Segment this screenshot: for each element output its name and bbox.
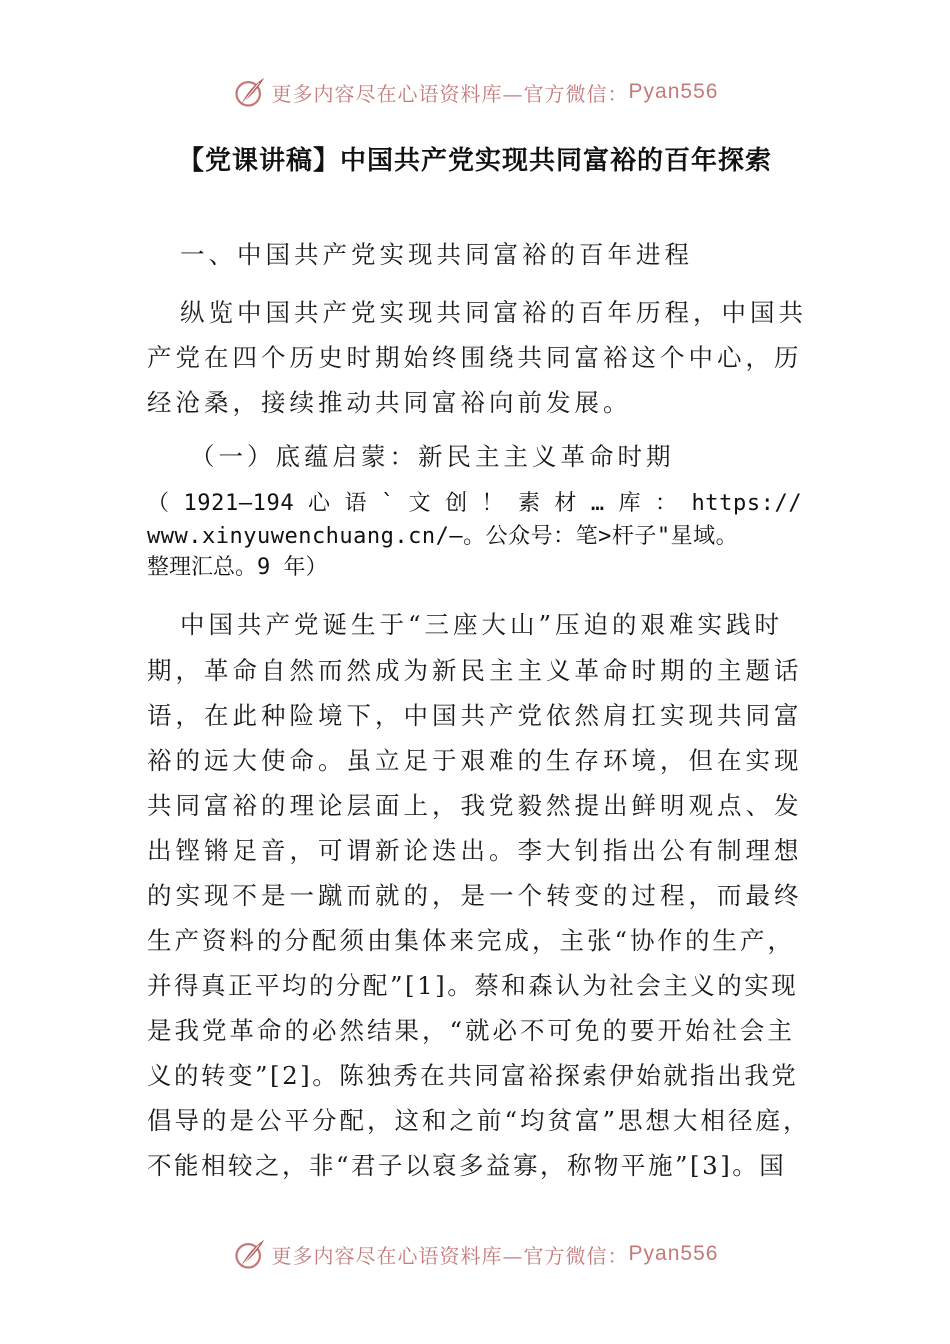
header-watermark xyxy=(0,72,950,112)
body-line: 生产资料的分配须由集体来完成，主张“协作的生产， xyxy=(147,926,796,955)
body-line: 出铿锵足音，可谓新论迭出。李大钊指出公有制理想 xyxy=(147,836,803,865)
watermark-wechat-id: Pyan556 xyxy=(628,80,719,103)
body-line: 期，革命自然而然成为新民主主义革命时期的主题话 xyxy=(147,656,803,685)
intro-line: 产党在四个历史时期始终围绕共同富裕这个中心，历 xyxy=(147,343,803,372)
inserted-note-line: www.xinyuwenchuang.cn/—。公众号：笔>杆子"星域。 xyxy=(147,524,739,549)
body-line: 倡导的是公平分配，这和之前“均贫富”思想大相径庭， xyxy=(147,1106,811,1135)
inserted-note-line: 整理汇总。9 年） xyxy=(147,555,328,580)
footer-watermark xyxy=(0,1234,950,1274)
intro-line: 经沧桑，接续推动共同富裕向前发展。 xyxy=(147,388,632,417)
body-line: 裕的远大使命。虽立足于艰难的生存环境，但在实现 xyxy=(147,746,803,775)
body-line: 中国共产党诞生于“三座大山”压迫的艰难实践时 xyxy=(180,610,784,639)
body-line: 是我党革命的必然结果，“就必不可免的要开始社会主 xyxy=(147,1016,796,1045)
document-title: 【党课讲稿】中国共产党实现共同富裕的百年探索 xyxy=(177,146,772,176)
intro-line: 纵览中国共产党实现共同富裕的百年历程，中国共 xyxy=(180,298,807,327)
feather-quill-logo-icon xyxy=(232,74,268,110)
body-line: 并得真正平均的分配”[1]。蔡和森认为社会主义的实现 xyxy=(147,971,799,1000)
watermark-text: 更多内容尽在心语资料库—官方微信： xyxy=(271,1243,629,1268)
watermark-text: 更多内容尽在心语资料库—官方微信： xyxy=(271,81,629,106)
subsection-heading: （一）底蕴启蒙：新民主主义革命时期 xyxy=(190,442,675,471)
body-line: 的实现不是一蹴而就的，是一个转变的过程，而最终 xyxy=(147,881,803,910)
inserted-note-line: （ 1921—194 心 语 ` 文 创 ！ 素 材 … 库 ： https:// xyxy=(147,491,803,516)
body-line: 不能相较之，非“君子以裒多益寡，称物平施”[3]。国 xyxy=(147,1151,787,1180)
body-line: 语，在此种险境下，中国共产党依然肩扛实现共同富 xyxy=(147,701,803,730)
watermark-wechat-id: Pyan556 xyxy=(628,1242,719,1265)
section-heading: 一、中国共产党实现共同富裕的百年进程 xyxy=(180,240,693,269)
feather-quill-logo-icon xyxy=(232,1236,268,1272)
body-line: 共同富裕的理论层面上，我党毅然提出鲜明观点、发 xyxy=(147,791,803,820)
body-line: 义的转变”[2]。陈独秀在共同富裕探索伊始就指出我党 xyxy=(147,1061,799,1090)
